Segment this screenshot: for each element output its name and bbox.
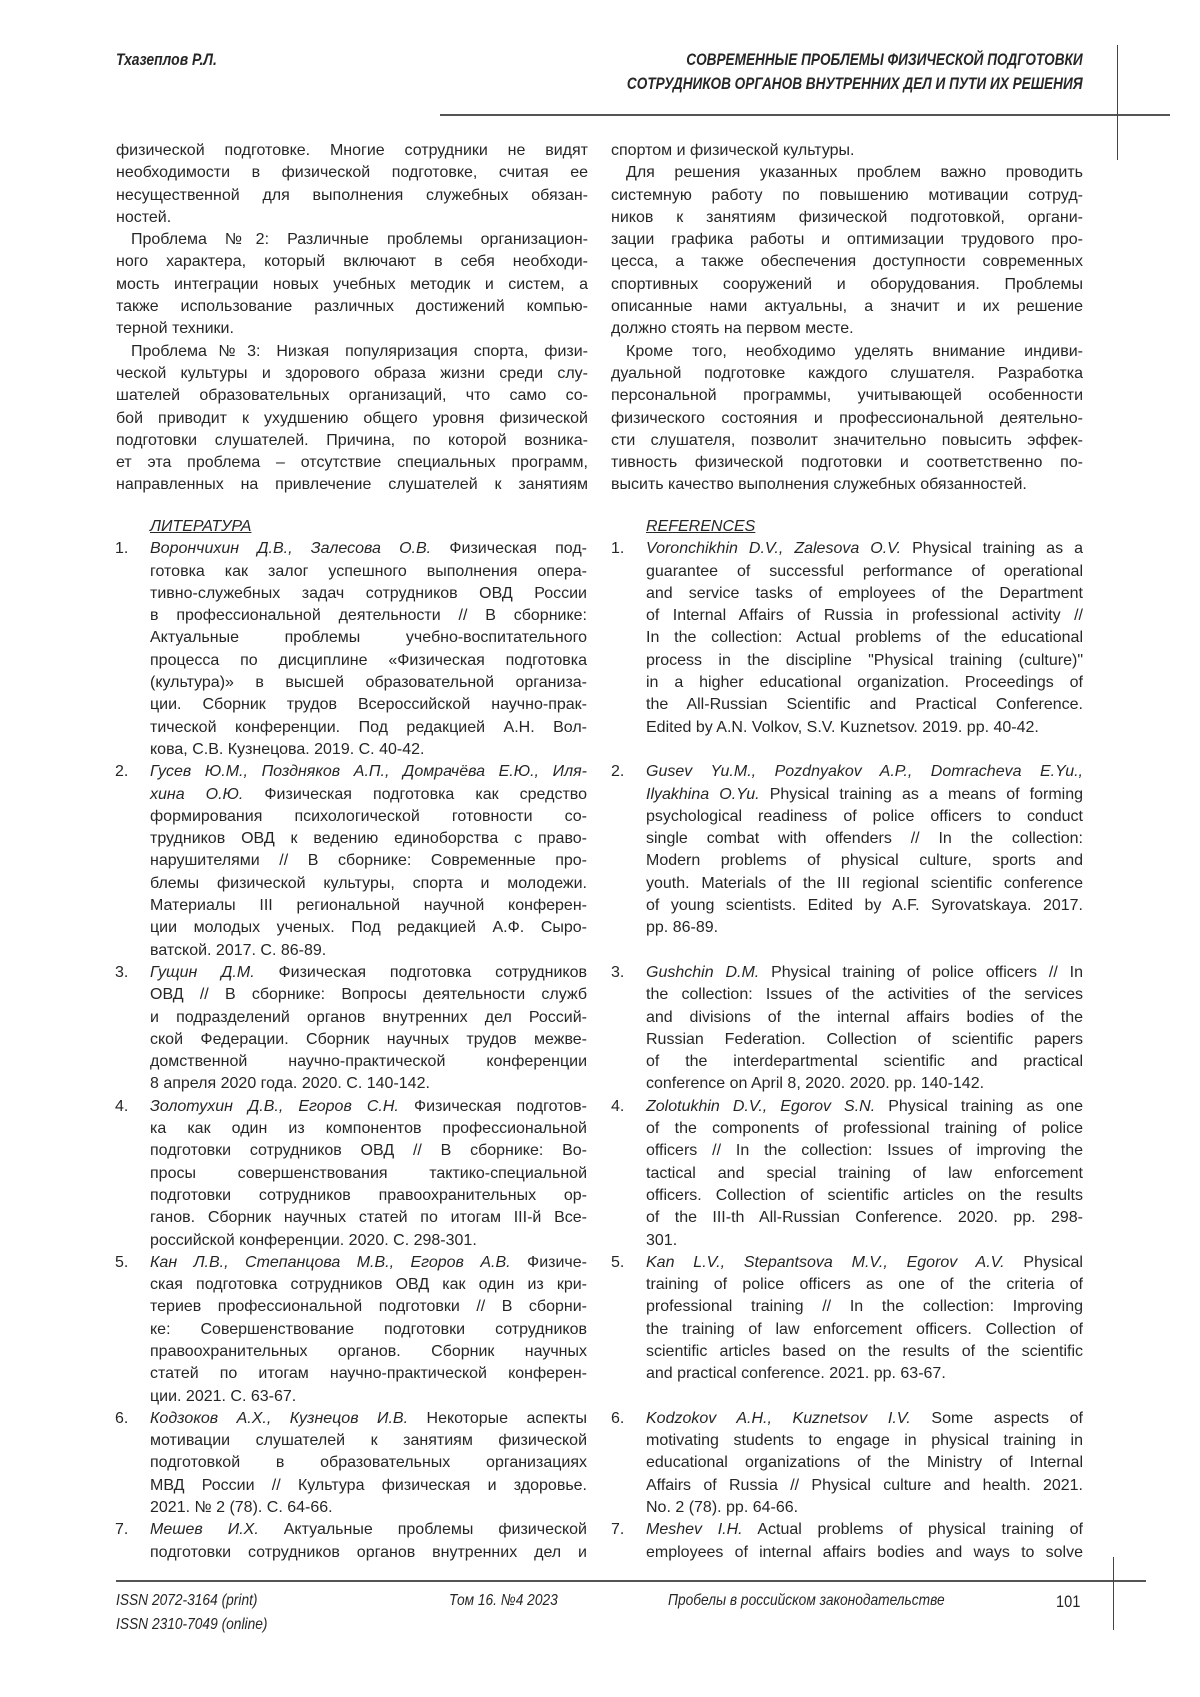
- text-line: ностей.: [116, 207, 588, 229]
- text-line: домственной научно-практической конференции: [150, 1051, 587, 1073]
- reference-row: [115, 1252, 1083, 1408]
- text-line: физической подготовке. Многие сотрудники не видят: [116, 140, 588, 162]
- text-line: [646, 1408, 1083, 1430]
- text-line: высить качество выполнения служебных обязанностей.: [611, 474, 1083, 496]
- text-line: ции молодых ученых. Под редакцией А.Ф. Сыро-: [150, 917, 587, 939]
- reference-item-en: [611, 538, 1083, 761]
- text-line: подготовки сотрудников правоохранительных ор-: [150, 1185, 587, 1207]
- text-line: ОВД // В сборнике: Вопросы деятельности служб: [150, 984, 587, 1006]
- text-line: подготовки сотрудников органов внутренних дел и: [150, 1542, 587, 1564]
- reference-number: 7.: [611, 1519, 646, 1564]
- body-column-left: [116, 140, 588, 497]
- reference-body: [150, 1096, 587, 1252]
- text-line: российской конференции. 2020. С. 298-301.: [150, 1230, 587, 1252]
- text-line: ватской. 2017. С. 86-89.: [150, 940, 587, 962]
- text-line: single combat with offenders // In the collection:: [646, 828, 1083, 850]
- references-section: [115, 516, 1083, 1564]
- reference-text: Актуальные проблемы физической: [259, 1521, 587, 1538]
- running-head-title: [627, 48, 1083, 96]
- text-line: of young scientists. Edited by A.F. Syrovatskaya. 2017.: [646, 895, 1083, 917]
- reference-body: [646, 538, 1083, 761]
- reference-body: [150, 1519, 587, 1564]
- text-line: ская подготовка сотрудников ОВД как один из кри-: [150, 1274, 587, 1296]
- text-line: Russian Federation. Collection of scientific papers: [646, 1029, 1083, 1051]
- text-line: officers // In the collection: Issues of improving the: [646, 1140, 1083, 1162]
- text-line: цесса, а также обеспечения доступности современных: [611, 251, 1083, 273]
- text-line: Edited by A.N. Volkov, S.V. Kuznetsov. 2019. pp. 40-42.: [646, 717, 1083, 739]
- text-line: scientific articles based on the results of the scientific: [646, 1341, 1083, 1363]
- reference-authors: хина О.Ю.: [150, 786, 243, 803]
- references-list: [115, 538, 1083, 1564]
- text-line: [646, 1519, 1083, 1541]
- reference-number: 5.: [611, 1252, 646, 1408]
- reference-row: [115, 538, 1083, 761]
- text-line: [646, 784, 1083, 806]
- text-line: and service tasks of employees of the Department: [646, 583, 1083, 605]
- reference-row: [115, 1408, 1083, 1519]
- text-line: of Internal Affairs of Russia in professional activity //: [646, 605, 1083, 627]
- reference-number: 1.: [115, 538, 150, 761]
- text-line: 301.: [646, 1230, 1083, 1252]
- reference-authors: Кан Л.В., Степанцова М.В., Егоров А.В.: [150, 1254, 511, 1271]
- reference-body: [150, 761, 587, 962]
- text-line: мотивации слушателей к занятиям физической: [150, 1430, 587, 1452]
- issn-print: ISSN 2072-3164 (print): [116, 1592, 257, 1610]
- text-line: [646, 1252, 1083, 1274]
- reference-body: [646, 761, 1083, 962]
- reference-text: Physical training as one: [875, 1098, 1083, 1115]
- reference-authors: Zolotukhin D.V., Egorov S.N.: [646, 1098, 875, 1115]
- text-line: In the collection: Actual problems of the educational: [646, 627, 1083, 649]
- text-line: ской Федерации. Сборник научных трудов межве-: [150, 1029, 587, 1051]
- text-line: and practical conference. 2021. pp. 63-67.: [646, 1363, 1083, 1385]
- reference-authors: Ilyakhina O.Yu.: [646, 786, 760, 803]
- text-line: подготовки слушателей. Причина, по которой возника-: [116, 430, 588, 452]
- text-line: [150, 1252, 587, 1274]
- reference-text: Физическая подготовка как средство: [243, 786, 587, 803]
- text-line: тивно-служебных задач сотрудников ОВД России: [150, 583, 587, 605]
- reference-item-ru: [115, 962, 587, 1096]
- reference-text: Physical: [1005, 1254, 1083, 1271]
- paragraph: [116, 341, 588, 497]
- text-line: статей по итогам научно-практической конферен-: [150, 1363, 587, 1385]
- text-line: териев профессиональной подготовки // В сборни-: [150, 1296, 587, 1318]
- text-line: несущественной для выполнения служебных обязан-: [116, 185, 588, 207]
- reference-item-ru: [115, 1252, 587, 1408]
- reference-number: 2.: [115, 761, 150, 962]
- reference-authors: Ворончихин Д.В., Залесова О.В.: [150, 540, 431, 557]
- text-line: and divisions of the internal affairs bodies of the: [646, 1007, 1083, 1029]
- reference-body: [646, 1519, 1083, 1564]
- reference-text: Физическая подготов-: [399, 1098, 587, 1115]
- text-line: спортивных сооружений и оборудования. Проблемы: [611, 274, 1083, 296]
- reference-body: [646, 1252, 1083, 1408]
- reference-body: [646, 1096, 1083, 1252]
- text-line: правоохранительных органов. Сборник научных: [150, 1341, 587, 1363]
- reference-number: 6.: [115, 1408, 150, 1519]
- text-line: training of police officers as one of the criteria of: [646, 1274, 1083, 1296]
- text-line: процесса по дисциплине «Физическая подготовка: [150, 650, 587, 672]
- text-line: ганов. Сборник научных статей по итогам III-й Все-: [150, 1207, 587, 1229]
- reference-text: Actual problems of physical training of: [743, 1521, 1083, 1538]
- text-line: необходимости в физической подготовке, считая ее: [116, 162, 588, 184]
- reference-authors: Кодзоков А.Х., Кузнецов И.В.: [150, 1410, 408, 1427]
- text-line: ников к занятиям физической подготовкой, органи-: [611, 207, 1083, 229]
- text-line: ного характера, который включают в себя необходи-: [116, 251, 588, 273]
- text-line: officers. Collection of scientific articles on the results: [646, 1185, 1083, 1207]
- reference-item-en: [611, 1252, 1083, 1408]
- reference-authors: Voronchikhin D.V., Zalesova O.V.: [646, 540, 901, 557]
- reference-text: Физическая подготовка сотрудников: [255, 964, 587, 981]
- text-line: [150, 962, 587, 984]
- text-line: [150, 1096, 587, 1118]
- paragraph: [116, 229, 588, 340]
- text-line: Кроме того, необходимо уделять внимание индиви-: [611, 341, 1083, 363]
- reference-item-en: [611, 1519, 1083, 1564]
- reference-authors: Мешев И.Х.: [150, 1521, 259, 1538]
- text-line: of the interdepartmental scientific and practical: [646, 1051, 1083, 1073]
- reference-item-en: [611, 761, 1083, 962]
- reference-text: Physical training as a means of forming: [760, 786, 1083, 803]
- reference-body: [150, 538, 587, 761]
- text-line: No. 2 (78). pp. 64-66.: [646, 1497, 1083, 1519]
- reference-authors: Kodzokov A.H., Kuznetsov I.V.: [646, 1410, 911, 1427]
- text-line: нарушителями // В сборнике: Современные про-: [150, 850, 587, 872]
- text-line: [150, 761, 587, 783]
- footer-rule: [116, 1580, 1146, 1582]
- text-line: направленных на привлечение слушателей к занятиям: [116, 474, 588, 496]
- text-line: Проблема №2: Различные проблемы организацион-: [116, 229, 588, 251]
- text-line: [646, 761, 1083, 783]
- page-number: 101: [1056, 1592, 1080, 1612]
- paragraph: [611, 341, 1083, 497]
- text-line: блемы физической культуры, спорта и молодежи.: [150, 873, 587, 895]
- text-line: сти слушателя, позволит значительно повысить эффек-: [611, 430, 1083, 452]
- reference-item-ru: [115, 761, 587, 962]
- text-line: ции. 2021. С. 63-67.: [150, 1386, 587, 1408]
- text-line: conference on April 8, 2020. 2020. pp. 140-142.: [646, 1073, 1083, 1095]
- reference-row: [115, 1096, 1083, 1252]
- text-line: Modern problems of physical culture, sports and: [646, 850, 1083, 872]
- text-line: the All-Russian Scientific and Practical Conference.: [646, 694, 1083, 716]
- paragraph: [116, 140, 588, 229]
- reference-text: Некоторые аспекты: [408, 1410, 587, 1427]
- reference-item-ru: [115, 538, 587, 761]
- reference-text: Физиче-: [511, 1254, 587, 1271]
- text-line: Материалы III региональной научной конферен-: [150, 895, 587, 917]
- text-line: также использование различных достижений компью-: [116, 296, 588, 318]
- text-line: физического состояния и профессиональной деятельно-: [611, 408, 1083, 430]
- text-line: Affairs of Russia // Physical culture and health. 2021.: [646, 1475, 1083, 1497]
- text-line: должно стоять на первом месте.: [611, 318, 1083, 340]
- text-line: шателей образовательных организаций, что само со-: [116, 385, 588, 407]
- reference-text: Physical training as a: [901, 540, 1083, 557]
- reference-number: 2.: [611, 761, 646, 962]
- text-line: professional training // In the collection: Improving: [646, 1296, 1083, 1318]
- text-line: МВД России // Культура физическая и здоровье.: [150, 1475, 587, 1497]
- text-line: ет эта проблема – отсутствие специальных программ,: [116, 452, 588, 474]
- text-line: подготовкой в образовательных организациях: [150, 1452, 587, 1474]
- text-line: ке: Совершенствование подготовки сотрудников: [150, 1319, 587, 1341]
- reference-authors: Gushchin D.M.: [646, 964, 759, 981]
- text-line: employees of internal affairs bodies and ways to solve: [646, 1542, 1083, 1564]
- reference-number: 7.: [115, 1519, 150, 1564]
- text-line: Проблема№3: Низкая популяризация спорта, физи-: [116, 341, 588, 363]
- text-line: of the III-th All-Russian Conference. 2020. pp. 298-: [646, 1207, 1083, 1229]
- text-line: the training of law enforcement officers. Collection of: [646, 1319, 1083, 1341]
- text-line: guarantee of successful performance of operational: [646, 561, 1083, 583]
- reference-item-ru: [115, 1096, 587, 1252]
- text-line: pp. 86-89.: [646, 917, 1083, 939]
- text-line: персональной программы, учитывающей особенности: [611, 385, 1083, 407]
- reference-body: [646, 1408, 1083, 1519]
- reference-item-ru: [115, 1519, 587, 1564]
- reference-body: [646, 962, 1083, 1096]
- reference-number: 1.: [611, 538, 646, 761]
- references-heading-en: REFERENCES: [611, 516, 1083, 538]
- reference-text: Физическая под-: [431, 540, 587, 557]
- text-line: тической конференции. Под редакцией А.Н. Вол-: [150, 717, 587, 739]
- references-heading-ru: ЛИТЕРАТУРА: [115, 516, 587, 538]
- reference-number: 3.: [611, 962, 646, 1096]
- reference-authors: Гущин Д.М.: [150, 964, 255, 981]
- text-line: готовка как залог успешного выполнения опера-: [150, 561, 587, 583]
- reference-authors: Kan L.V., Stepantsova M.V., Egorov A.V.: [646, 1254, 1005, 1271]
- reference-body: [150, 1408, 587, 1519]
- reference-row: [115, 761, 1083, 962]
- text-line: в профессиональной деятельности // В сборнике:: [150, 605, 587, 627]
- issue-volume: Том 16. №4 2023: [449, 1592, 558, 1610]
- text-line: [646, 962, 1083, 984]
- reference-authors: Золотухин Д.В., Егоров С.Н.: [150, 1098, 399, 1115]
- reference-item-ru: [115, 1408, 587, 1519]
- text-line: трудников ОВД к ведению единоборства с право-: [150, 828, 587, 850]
- text-line: youth. Materials of the III regional scientific conference: [646, 873, 1083, 895]
- text-line: the collection: Issues of the activities of the services: [646, 984, 1083, 1006]
- text-line: in a higher educational organization. Proceedings of: [646, 672, 1083, 694]
- text-line: и подразделений органов внутренних дел Россий-: [150, 1007, 587, 1029]
- text-line: of the components of professional training of police: [646, 1118, 1083, 1140]
- text-line: мость интеграции новых учебных методик и систем, а: [116, 274, 588, 296]
- header-corner-line: [1117, 45, 1118, 160]
- reference-item-en: [611, 962, 1083, 1096]
- paragraph: [611, 140, 1083, 162]
- text-line: описанные нами актуальны, а значит и их решение: [611, 296, 1083, 318]
- reference-number: 3.: [115, 962, 150, 1096]
- running-head-author: Тхазеплов Р.Л.: [116, 50, 217, 70]
- reference-text: Physical training of police officers // In: [759, 964, 1083, 981]
- text-line: Для решения указанных проблем важно проводить: [611, 162, 1083, 184]
- text-line: psychological readiness of police officers to conduct: [646, 806, 1083, 828]
- text-line: ческой культуры и здорового образа жизни среди слу-: [116, 363, 588, 385]
- reference-number: 4.: [611, 1096, 646, 1252]
- text-line: [646, 1096, 1083, 1118]
- text-line: (культура)» в высшей образовательной организа-: [150, 672, 587, 694]
- text-line: process in the discipline "Physical training (culture)": [646, 650, 1083, 672]
- text-line: тивность физической подготовки и соответственно по-: [611, 452, 1083, 474]
- running-head-title-line: СОТРУДНИКОВ ОРГАНОВ ВНУТРЕННИХ ДЕЛ И ПУТИ ИХ РЕШЕНИЯ: [627, 72, 1083, 96]
- reference-number: 6.: [611, 1408, 646, 1519]
- text-line: системную работу по повышению мотивации сотруд-: [611, 185, 1083, 207]
- reference-item-en: [611, 1096, 1083, 1252]
- reference-authors: Гусев Ю.М., Поздняков А.П., Домрачёва Е.Ю., Иля-: [150, 763, 587, 780]
- text-line: [646, 538, 1083, 560]
- header-rule: [440, 114, 1170, 116]
- reference-text: Some aspects of: [911, 1410, 1083, 1427]
- paragraph: [611, 162, 1083, 340]
- text-line: ции. Сборник трудов Всероссийской научно-прак-: [150, 694, 587, 716]
- text-line: motivating students to engage in physical training in: [646, 1430, 1083, 1452]
- running-head-title-line: СОВРЕМЕННЫЕ ПРОБЛЕМЫ ФИЗИЧЕСКОЙ ПОДГОТОВКИ: [627, 48, 1083, 72]
- footer-corner-line: [1113, 1557, 1114, 1630]
- text-line: дуальной подготовке каждого слушателя. Разработка: [611, 363, 1083, 385]
- text-line: [150, 1408, 587, 1430]
- text-line: 2021. № 2 (78). С. 64-66.: [150, 1497, 587, 1519]
- text-line: tactical and special training of law enforcement: [646, 1163, 1083, 1185]
- text-line: зации графика работы и оптимизации трудового про-: [611, 229, 1083, 251]
- issn-online: ISSN 2310-7049 (online): [116, 1616, 267, 1634]
- reference-authors: Meshev I.H.: [646, 1521, 743, 1538]
- text-line: 8 апреля 2020 года. 2020. С. 140-142.: [150, 1073, 587, 1095]
- text-line: Актуальные проблемы учебно-воспитательного: [150, 627, 587, 649]
- text-line: [150, 784, 587, 806]
- journal-name: Пробелы в российском законодательстве: [668, 1592, 945, 1610]
- text-line: терной техники.: [116, 318, 588, 340]
- text-line: кова, С.В. Кузнецова. 2019. С. 40-42.: [150, 739, 587, 761]
- text-line: [150, 1519, 587, 1541]
- text-line: educational organizations of the Ministry of Internal: [646, 1452, 1083, 1474]
- text-line: формирования психологической готовности со-: [150, 806, 587, 828]
- reference-row: [115, 962, 1083, 1096]
- reference-number: 5.: [115, 1252, 150, 1408]
- reference-row: [115, 1519, 1083, 1564]
- text-line: спортом и физической культуры.: [611, 140, 1083, 162]
- text-line: ка как один из компонентов профессиональной: [150, 1118, 587, 1140]
- reference-number: 4.: [115, 1096, 150, 1252]
- text-line: подготовки сотрудников ОВД // В сборнике: Во-: [150, 1140, 587, 1162]
- text-line: просы совершенствования тактико-специальной: [150, 1163, 587, 1185]
- reference-item-en: [611, 1408, 1083, 1519]
- reference-body: [150, 1252, 587, 1408]
- text-line: бой приводит к ухудшению общего уровня физической: [116, 408, 588, 430]
- body-column-right: [611, 140, 1083, 497]
- reference-authors: Gusev Yu.M., Pozdnyakov A.P., Domracheva E.Yu.,: [646, 763, 1083, 780]
- text-line: [150, 538, 587, 560]
- reference-body: [150, 962, 587, 1096]
